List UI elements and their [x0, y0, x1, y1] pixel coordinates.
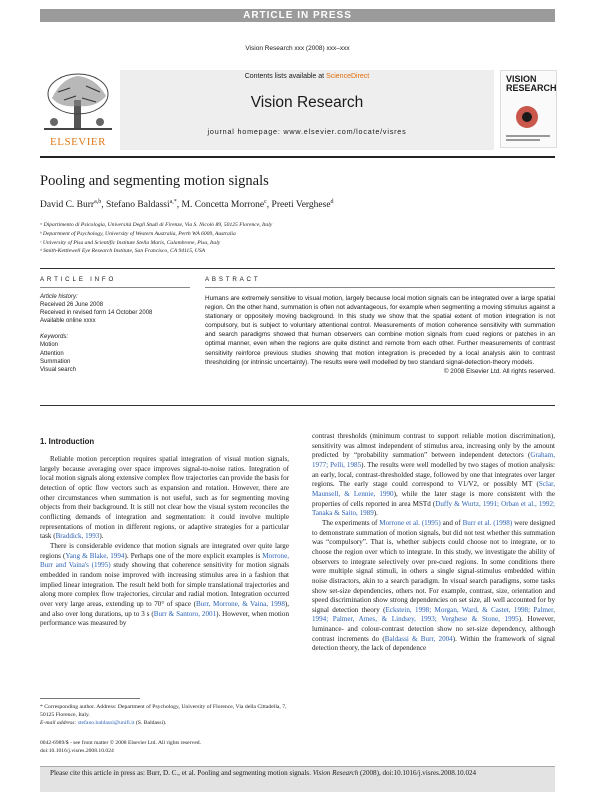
journal-masthead: [120, 70, 494, 150]
citation-link[interactable]: Burr & Santoro, 2001: [153, 609, 217, 618]
sciencedirect-link[interactable]: ScienceDirect: [326, 73, 370, 80]
history-item: Received 26 June 2008: [40, 302, 104, 309]
citation-link[interactable]: Eckstein, 1998; Morgan, Ward, & Castet, 1998; Palmer, 1994; Palmer, Ames, & Lindsey, 1993; Verghese & Stone, 1995: [312, 605, 555, 624]
info-top-rule: [40, 268, 555, 269]
abstract-copyright: © 2008 Elsevier Ltd. All rights reserved.: [443, 367, 555, 375]
keyword-item: Visual search: [40, 366, 76, 373]
citation-link[interactable]: Sclar, Maunsell, & Lennie, 1990: [312, 480, 555, 498]
author-name: Preeti Verghese: [271, 200, 331, 211]
author-affiliation-mark: c: [264, 199, 267, 205]
citation-link[interactable]: Yang & Blake, 1994: [65, 551, 125, 560]
citation-prefix: Please cite this article in press as: Burr, D. C., et al. Pooling and segmenting motion signals.: [50, 769, 313, 777]
article-info: [40, 293, 190, 374]
paragraph: Reliable motion perception requires spatial integration of visual motion signals, largely because averaging over space improves signal-to-noise ratios. Integration of local motion signals along extensive complex flow trajectories can provide the basis for detection of optic flow vectors such as expansion and rotation. However, there are other circumstances when summation is not useful, such as for segmenting moving objects from their background. It is still not clear how the visual system reconciles the conflicting demands of integration and segmentation: it could involve multiple representations of motion in different regions, or adaptive strategies for a particular task (Braddick, 1993).: [40, 455, 289, 541]
affiliation-item: ᶜ University of Pisa and Scientific Institute Stella Maris, Calambrone, Pisa, Italy: [40, 239, 221, 246]
citation-journal: Vision Research: [312, 769, 359, 777]
affiliation-item: ᵃ Dipartimento di Psicologia, Università Degli Studi di Firenze, Via S. Nicolò 89, 50125 Florence, Italy: [40, 222, 273, 228]
journal-title: Vision Research: [250, 94, 364, 111]
issn-block: [40, 739, 201, 755]
citation-link[interactable]: Graham, 1977; Pelli, 1985: [312, 451, 555, 469]
contents-line: [120, 73, 494, 80]
citation-suffix: (2008), doi:10.1016/j.visres.2008.10.024: [358, 769, 477, 777]
paragraph: There is considerable evidence that motion signals are integrated over quite large regions (Yang & Blake, 1994). Perhaps one of the more explicit examples is Morrone, Burr and Vaina's (1995) study showing that coherence sensitivity for motion signals embedded in random noise improved with increasing stimulus area in a fashion that implied linear integration. The result held both for simple translational trajectories and along more complex flow trajectories, circular and radial motion. Integration occurred over very large areas, extending up to 70° of space (Burr, Morrone, & Vaina, 1998), and also over long durations, up to 3 s (Burr & Santoro, 2001). However, when motion performance was measured by: [40, 541, 290, 628]
paragraph: contrast thresholds (minimum contrast to support reliable motion discrimination), sensitivity was almost independent of stimulus area, increasing only by the amount predicted by “probability summation” between independent detectors (Graham, 1977; Pelli, 1985). The results were well modelled by two stages of motion analysis: an early, local, contrast-thresholded stage, followed by one that integrates over larger regions. The early stage could correspond to V1/V2, or possibly MT (Sclar, Maunsell, & Lennie, 1990), while the later stage is more consistent with the properties of cells reported in area MSTd (Duffy & Wurtz, 1991; Orban et al., 1992; Tanaka & Saito, 1989).: [312, 432, 556, 518]
affiliation-item: ᵇ Department of Psychology, University of Western Australia, Perth WA 6009, Australia: [40, 230, 236, 237]
citation-link[interactable]: Baldassi & Burr, 2004: [384, 634, 453, 643]
history-label: Article history:: [40, 294, 78, 300]
citation-link[interactable]: Burr et al. (1998): [462, 518, 513, 527]
issn-line: 0042-6989/$ - see front matter © 2008 Elsevier Ltd. All rights reserved.: [40, 740, 201, 746]
author-affiliation-mark: a,*: [169, 199, 177, 205]
keyword-item: Summation: [40, 358, 71, 365]
citation-link[interactable]: Duffy & Wurtz, 1991; Orban et al., 1992; Tanaka & Saito, 1989: [312, 499, 555, 518]
body-column-left: [40, 455, 289, 629]
keyword-item: Motion: [40, 342, 59, 349]
history-item: Received in revised form 14 October 2008: [40, 310, 153, 317]
citation-link[interactable]: Morrone et al. (1995): [379, 518, 441, 527]
article-info-rule: [40, 287, 190, 288]
citation-link[interactable]: Braddick, 1993: [55, 532, 100, 541]
author-name: Stefano Baldassi: [106, 200, 170, 211]
footnote: [40, 703, 289, 728]
cover-title: VISION RESEARCH: [506, 74, 557, 93]
abstract-body: [205, 294, 555, 376]
citation-box: [40, 766, 555, 792]
journal-header: [40, 70, 555, 150]
history-item: Available online xxxx: [40, 318, 96, 325]
corresponding-author-note: * Corresponding author. Address: Department of Psychology, University of Florence, Via della Cittadella, 7, 50125 Florence, Italy.: [40, 704, 287, 719]
citation-link[interactable]: Burr, Morrone, & Vaina, 1998: [195, 599, 285, 608]
email-link[interactable]: stefano.baldassi@unifi.it: [77, 720, 135, 727]
contents-prefix: Contents lists available at: [244, 73, 327, 80]
abstract-text: Humans are extremely sensitive to visual motion, largely because local motion signals can be integrated over a large spatial region. On the other hand, summation is often not advantageous, for example when segmenting a moving stimulus against a stationary or oppositely moving background. In this study we show that the spatial extent of motion integration is not compulsory, but is subject to voluntary attentional control. Measurements of motion coherence sensitivity with summation and search paradigms showed that human observers can combine motion signals from cued regions or patches in an optimal manner, even when the regions are quite distinct and remote from each other. Further measurements of contrast sensitivity reinforce previous studies showing that motion integration is preceded by a local analysis akin to contrast thresholding (or intrinsic uncertainty). The results were well modelled by two standard signal-detection-theory models.: [205, 295, 555, 366]
body-column-right: [312, 432, 555, 654]
abstract-bottom-rule: [40, 405, 555, 406]
article-title: Pooling and segmenting motion signals: [40, 173, 269, 189]
elsevier-logo: [40, 70, 116, 150]
paragraph: The experiments of Morrone et al. (1995) and of Burr et al. (1998) were designed to demonstrate summation of motion signals, but did not test whether this summation was “compulsory”. That is, whether subjects could choose not to integrate, or to choose the region over which to integrate. In this study, we investigate the ability of observers to integrate selectively over pre-cued regions. In some conditions there were multiple signal stimuli, in others a single signal-stimulus embedded within noise distractors, akin to a search paradigm. In visual search paradigms, some tasks show set-size dependencies, others not. For example, contrast, size, orientation and speed discrimination show strong dependencies on set size, all well accounted for by signal detection theory (Eckstein, 1998; Morgan, Ward, & Castet, 1998; Palmer, 1994; Palmer, Ames, & Lindsey, 1993; Verghese & Stone, 1995). However, luminance- and colour-contrast detection show no set-size dependency, although contrast increments do (Baldassi & Burr, 2004). Within the framework of signal detection theory, the lack of dependence: [312, 518, 556, 653]
section-heading-introduction: 1. Introduction: [40, 437, 95, 446]
doi-line: doi:10.1016/j.visres.2008.10.024: [40, 748, 114, 754]
abstract-heading: ABSTRACT: [205, 276, 261, 283]
author-name: M. Concetta Morrone: [181, 200, 265, 211]
email-note: E-mail address: stefano.baldassi@unifi.it (S. Baldassi).: [40, 720, 167, 727]
article-info-heading: ARTICLE INFO: [40, 276, 117, 283]
keywords-label: Keywords:: [40, 334, 69, 341]
author-list: David C. Burr$^{a,b}$, Stefano Baldassi$^{a,*}$, M. Concetta Morrone$^c$, Preeti Verghese$^d$: [40, 199, 334, 211]
affiliation-item: ᵈ Smith-Kettlewell Eye Research Institute, San Francisco, CA 94115, USA: [40, 248, 206, 255]
journal-homepage[interactable]: journal homepage: www.elsevier.com/locate/visres: [207, 127, 407, 136]
journal-cover-thumbnail: [500, 70, 557, 148]
abstract-rule: [205, 287, 555, 288]
journal-citation-line: Vision Research xxx (2008) xxx–xxx: [245, 45, 350, 52]
citation-link[interactable]: Morrone, Burr and Vaina's (1995): [40, 551, 289, 570]
author-affiliation-mark: d: [330, 199, 334, 205]
elsevier-tree-icon: [40, 70, 116, 136]
author-affiliation-mark: a,b: [94, 199, 102, 205]
elsevier-wordmark: ELSEVIER: [50, 136, 106, 148]
affiliations: [40, 221, 272, 256]
author-name: David C. Burr: [40, 200, 95, 211]
footnote-rule: [40, 698, 140, 699]
keyword-item: Attention: [40, 350, 64, 357]
article-in-press-banner: ARTICLE IN PRESS: [40, 9, 555, 22]
cover-art-icon: [501, 71, 556, 147]
header-rule: [40, 156, 555, 158]
